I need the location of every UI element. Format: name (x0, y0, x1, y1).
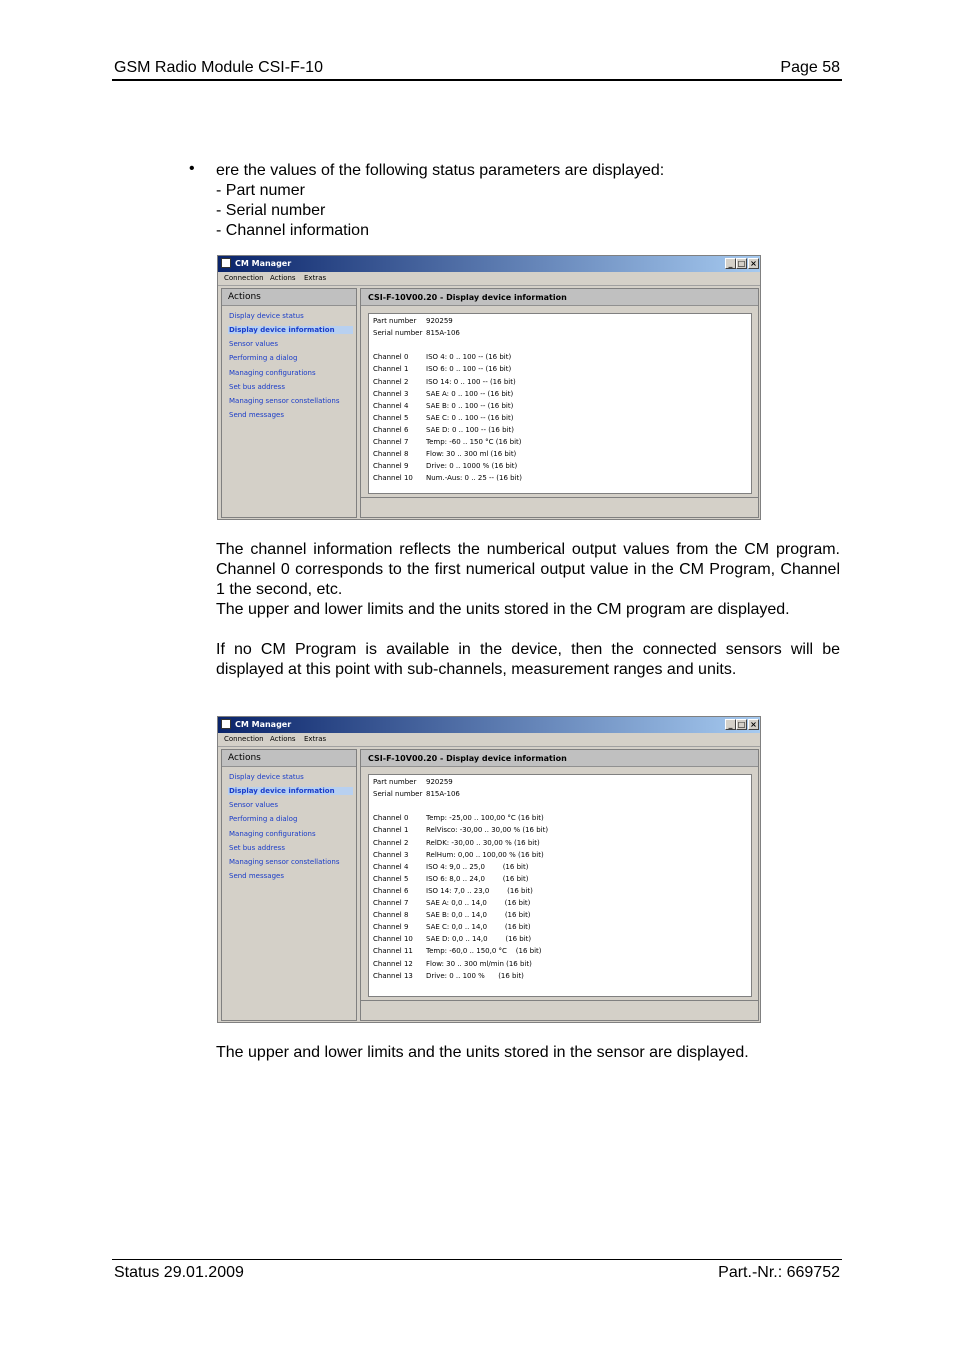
row-value: Temp: -60 .. 150 °C (16 bit) (426, 438, 522, 446)
row-value: ISO 4: 0 .. 100 -- (16 bit) (426, 353, 512, 362)
row-label: Channel 8 (373, 911, 409, 920)
row-value: ISO 14: 7,0 .. 23,0 (16 bit) (426, 886, 533, 895)
row-label: Channel 3 (373, 850, 409, 859)
bullet-dot: • (189, 160, 195, 177)
device-info-textbox[interactable] (368, 313, 752, 494)
row-label: Channel 4 (373, 401, 409, 410)
info-panel (360, 749, 759, 1021)
cm-manager-window-2 (217, 716, 761, 1023)
action-display-device-information[interactable]: Display device information (228, 326, 353, 334)
row-value: Drive: 0 .. 100 % (16 bit) (426, 971, 524, 980)
row-label: Channel 7 (373, 899, 409, 907)
row-label: Serial number (373, 329, 423, 338)
no-program-paragraph: If no CM Program is available in the device, then the connected sensors will be displayed at this point with sub-channels, measurement ranges and units. (216, 641, 840, 678)
row-label: Channel 8 (373, 450, 409, 459)
row-label: Channel 3 (373, 389, 409, 398)
document-title: GSM Radio Module CSI-F-10 (114, 59, 323, 76)
device-info-textbox[interactable] (368, 774, 752, 997)
row-value: SAE A: 0 .. 100 -- (16 bit) (426, 389, 514, 398)
action-send-messages[interactable]: Send messages (229, 411, 284, 419)
bullet-intro: ere the values of the following status parameters are displayed: (216, 162, 665, 179)
part-number: Part.-Nr.: 669752 (718, 1264, 840, 1281)
page-number: Page 58 (780, 59, 840, 76)
menu-connection[interactable]: Connection (224, 274, 264, 282)
panel-title: CSI-F-10V00.20 - Display device information (361, 750, 758, 767)
menu-bar (218, 733, 760, 747)
menu-bar (218, 272, 760, 286)
row-label: Channel 10 (373, 474, 413, 483)
status-bar (361, 1000, 758, 1020)
action-send-messages[interactable]: Send messages (229, 872, 284, 880)
action-display-device-status[interactable]: Display device status (229, 312, 304, 320)
row-value: ISO 4: 9,0 .. 25,0 (16 bit) (426, 862, 529, 871)
row-label: Channel 0 (373, 814, 409, 823)
menu-extras[interactable]: Extras (304, 735, 327, 743)
row-value: Flow: 30 .. 300 ml/min (16 bit) (426, 959, 532, 968)
menu-extras[interactable]: Extras (304, 274, 327, 282)
title-bar (218, 256, 760, 272)
row-label: Channel 9 (373, 923, 409, 932)
status-bar (361, 497, 758, 517)
limits-paragraph: The upper and lower limits and the units stored in the CM program are displayed. (216, 601, 790, 618)
close-button[interactable]: × (748, 258, 759, 269)
title-bar (218, 717, 760, 733)
row-value: 920259 (426, 317, 453, 325)
row-label: Channel 6 (373, 886, 409, 895)
row-label: Channel 1 (373, 365, 409, 374)
actions-pane (221, 288, 357, 518)
info-panel (360, 288, 759, 518)
menu-connection[interactable]: Connection (224, 735, 264, 743)
action-display-device-information[interactable]: Display device information (228, 787, 353, 795)
panel-title: CSI-F-10V00.20 - Display device information (361, 289, 758, 306)
action-performing-dialog[interactable]: Performing a dialog (229, 815, 298, 823)
row-value: SAE C: 0 .. 100 -- (16 bit) (426, 413, 514, 422)
action-managing-sensor-constellations[interactable]: Managing sensor constellations (229, 397, 340, 405)
action-managing-sensor-constellations[interactable]: Managing sensor constellations (229, 858, 340, 866)
row-label: Serial number (373, 790, 423, 799)
page-footer (112, 1259, 842, 1290)
row-label: Channel 13 (373, 971, 413, 980)
sensor-limits-paragraph: The upper and lower limits and the units stored in the sensor are displayed. (216, 1044, 749, 1061)
page-header (112, 57, 842, 81)
row-value: SAE D: 0 .. 100 -- (16 bit) (426, 425, 514, 434)
row-value: Temp: -60,0 .. 150,0 °C (16 bit) (426, 947, 542, 956)
action-performing-dialog[interactable]: Performing a dialog (229, 354, 298, 362)
row-value: SAE B: 0 .. 100 -- (16 bit) (426, 401, 514, 410)
action-set-bus-address[interactable]: Set bus address (229, 383, 285, 391)
maximize-button[interactable]: □ (737, 259, 746, 268)
row-value: 815A-106 (426, 790, 460, 799)
row-value: SAE B: 0,0 .. 14,0 (16 bit) (426, 911, 531, 920)
row-label: Channel 11 (373, 947, 413, 956)
actions-title: Actions (222, 289, 356, 306)
row-value: Num.-Aus: 0 .. 25 -- (16 bit) (426, 474, 523, 483)
menu-actions[interactable]: Actions (270, 274, 296, 282)
actions-title: Actions (222, 750, 356, 767)
row-value: SAE A: 0,0 .. 14,0 (16 bit) (426, 899, 531, 907)
channel-info-text (216, 540, 840, 680)
row-label: Channel 5 (373, 874, 409, 883)
row-label: Channel 1 (373, 826, 409, 835)
maximize-button[interactable]: □ (737, 720, 746, 729)
row-label: Channel 10 (373, 935, 413, 944)
row-value: RelDK: -30,00 .. 30,00 % (16 bit) (426, 838, 540, 847)
bullet-line-channel-info: - Channel information (216, 222, 369, 239)
app-icon (221, 258, 231, 268)
row-label: Channel 2 (373, 838, 409, 847)
bullet-line-serial-number: - Serial number (216, 202, 326, 219)
status-date: Status 29.01.2009 (114, 1264, 244, 1281)
window-title: CM Manager (235, 259, 292, 268)
row-value: Flow: 30 .. 300 ml (16 bit) (426, 450, 517, 459)
row-value: 920259 (426, 778, 453, 786)
close-button[interactable]: × (748, 719, 759, 730)
action-display-device-status[interactable]: Display device status (229, 773, 304, 781)
row-label: Part number (373, 778, 417, 786)
row-value: Temp: -25,00 .. 100,00 °C (16 bit) (426, 814, 544, 823)
row-label: Part number (373, 317, 417, 325)
bullet-line-part-number: - Part numer (216, 182, 305, 199)
actions-pane (221, 749, 357, 1021)
row-value: ISO 6: 0 .. 100 -- (16 bit) (426, 365, 512, 374)
row-value: RelVisco: -30,00 .. 30,00 % (16 bit) (426, 826, 549, 835)
row-value: SAE D: 0,0 .. 14,0 (16 bit) (426, 935, 532, 944)
action-set-bus-address[interactable]: Set bus address (229, 844, 285, 852)
action-managing-configurations[interactable]: Managing configurations (229, 830, 316, 838)
minimize-button[interactable]: _ (725, 719, 736, 730)
row-value: ISO 6: 8,0 .. 24,0 (16 bit) (426, 874, 529, 883)
app-icon (221, 719, 231, 729)
minimize-button[interactable]: _ (725, 258, 736, 269)
row-label: Channel 4 (373, 862, 409, 871)
menu-actions[interactable]: Actions (270, 735, 296, 743)
row-value: SAE C: 0,0 .. 14,0 (16 bit) (426, 923, 531, 932)
channel-info-paragraph: The channel information reflects the numberical output values from the CM program. Channel 0 corresponds to the first numerical output value in the CM Program, Channel 1 the second, etc. (216, 541, 840, 598)
row-label: Channel 6 (373, 425, 409, 434)
row-label: Channel 12 (373, 959, 413, 968)
row-label: Channel 7 (373, 438, 409, 446)
row-label: Channel 9 (373, 462, 409, 471)
row-value: ISO 14: 0 .. 100 -- (16 bit) (426, 377, 516, 386)
action-managing-configurations[interactable]: Managing configurations (229, 369, 316, 377)
row-value: Drive: 0 .. 1000 % (16 bit) (426, 462, 518, 471)
row-label: Channel 0 (373, 353, 409, 362)
row-label: Channel 5 (373, 413, 409, 422)
cm-manager-window-1 (217, 255, 761, 520)
row-label: Channel 2 (373, 377, 409, 386)
row-value: 815A-106 (426, 329, 460, 338)
window-title: CM Manager (235, 720, 292, 729)
action-sensor-values[interactable]: Sensor values (229, 801, 278, 809)
action-sensor-values[interactable]: Sensor values (229, 340, 278, 348)
row-value: RelHum: 0,00 .. 100,00 % (16 bit) (426, 850, 544, 859)
